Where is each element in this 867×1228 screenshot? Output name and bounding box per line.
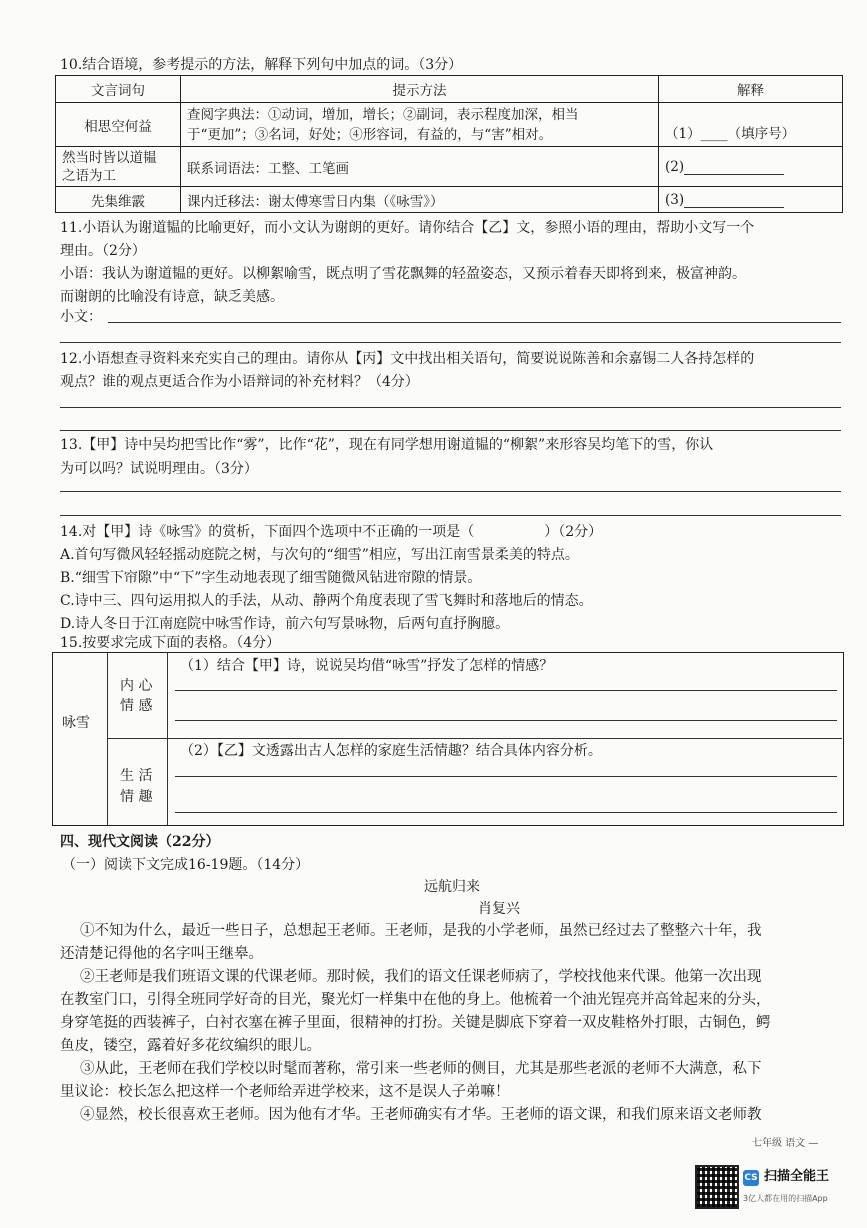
q10-row3-answer-label: (3) — [665, 191, 685, 208]
camscanner-logo-icon — [743, 1170, 759, 1186]
q10-row2-answer-label: (2) — [665, 158, 685, 175]
section4-subtitle: （一）阅读下文完成16-19题。（14分） — [62, 857, 310, 873]
qr-code-icon — [695, 1165, 739, 1209]
paragraph-line: 在教室门口，引得全班同学好奇的目光，聚光灯一样集中在他的身上。他梳着一个油光锃亮并高耸起来的分头， — [60, 992, 771, 1008]
q11-line2: 理由。（2分） — [60, 243, 146, 259]
paragraph-line: ④显然，校长很喜欢王老师。因为他有才华。王老师确实有才华。王老师的语文课，和我们原来语文老师教 — [80, 1107, 762, 1123]
q12-line2: 观点？谁的观点更适合作为小语辩词的补充材料？（4分） — [60, 374, 419, 390]
q10-header-method: 提示方法 — [181, 76, 659, 103]
answer-blank[interactable] — [684, 160, 784, 175]
section4-title: 四、现代文阅读（22分） — [60, 834, 220, 850]
q10-row2-answer[interactable] — [659, 147, 843, 187]
q15-row2-question: （2）【乙】文透露出古人怎样的家庭生活情趣？结合具体内容分析。 — [180, 743, 602, 759]
paragraph-line: 里议论：校长怎么把这样一个老师给弄进学校来，这不是误人子弟嘛！ — [60, 1084, 510, 1100]
q10-row1-method — [181, 103, 659, 147]
q10-header-answer: 解释 — [659, 76, 843, 103]
q13-line1: 13.【甲】诗中吴均把雪比作“雾”，比作“花”，现在有同学想用谢道韫的“柳絮”来形容吴均笔下的雪，你认 — [60, 437, 714, 453]
answer-line[interactable] — [60, 342, 841, 343]
q10-row1-method-line2: 于“更加”；③名词，好处；④形容词，有益的，与“害”相对。 — [187, 126, 553, 143]
q15-row2-label1: 生 活 — [120, 768, 153, 784]
q10-row2-method: 联系词语法：工整、工笔画 — [181, 147, 659, 187]
paragraph-line: ①不知为什么，最近一些日子，总想起王老师。王老师，是我的小学老师，虽然已经过去了整整六十年，我 — [80, 923, 762, 939]
q15-left-label: 咏雪 — [62, 715, 90, 731]
answer-line[interactable] — [108, 322, 841, 323]
paragraph-line: 还清楚记得他的名字叫王继皋。 — [60, 946, 263, 962]
article-author: 肖复兴 — [478, 901, 520, 917]
q15-row2-label2: 情 趣 — [120, 789, 153, 805]
answer-line[interactable] — [60, 491, 841, 492]
article-title: 远航归来 — [424, 879, 480, 895]
answer-line[interactable] — [175, 720, 837, 721]
q14-option-a: A.首句写微风轻轻摇动庭院之树，与次句的“细雪”相应，写出江南雪景柔美的特点。 — [60, 547, 579, 563]
answer-line[interactable] — [60, 430, 841, 431]
page-mark: 七年级 语文 — — [752, 1138, 819, 1149]
paragraph-line: ③从此，王老师在我们学校以时髦而著称，常引来一些老师的侧目，尤其是那些老派的老师不大满意，私下 — [80, 1061, 762, 1077]
q10-row1-method-line1: 查阅字典法：①动词，增加，增长；②副词，表示程度加深，相当 — [187, 106, 579, 123]
q10-row3-phrase: 先集维霰 — [56, 187, 181, 213]
q11-xiaowen-label: 小文： — [60, 309, 102, 325]
paragraph-line: 鱼皮，镂空，露着好多花纹编织的眼儿。 — [60, 1038, 321, 1054]
q14-option-d: D.诗人冬日于江南庭院中咏雪作诗，前六句写景咏物，后两句直抒胸臆。 — [60, 616, 510, 632]
divider — [107, 738, 842, 739]
q14-stem: 14.对【甲】诗《咏雪》的赏析，下面四个选项中不正确的一项是（ ）（2分） — [60, 524, 603, 540]
logo-text: CS — [744, 1173, 758, 1183]
q14-option-b: B.“细雪下帘隙”中“下”字生动地表现了细雪随微风钻进帘隙的情景。 — [60, 570, 482, 586]
paragraph-line: 身穿笔挺的西装裤子，白衬衣塞在裤子里面，很精神的打扮。关键是脚底下穿着一双皮鞋格外打眼，古铜色，鳄 — [60, 1015, 771, 1031]
q15-title: 15.按要求完成下面的表格。（4分） — [60, 635, 281, 651]
q10-title: 10.结合语境，参考提示的方法，解释下列句中加点的词。（3分） — [60, 57, 463, 73]
q15-row1-question: （1）结合【甲】诗，说说吴均借“咏雪”抒发了怎样的情感？ — [180, 658, 554, 674]
q10-row3-method: 课内迁移法：谢太傅寒雪日内集（《咏雪》） — [181, 187, 659, 213]
paragraph-line: ②王老师是我们班语文课的代课老师。那时候，我们的语文任课老师病了，学校找他来代课。他第一次出现 — [80, 969, 762, 985]
answer-line[interactable] — [175, 690, 837, 691]
answer-line[interactable] — [175, 812, 837, 813]
q12-line1: 12.小语想查寻资料来充实自己的理由。请你从【丙】文中找出相关语句，简要说说陈善和余嘉锡二人各持怎样的 — [60, 351, 755, 367]
q15-row1-label1: 内 心 — [120, 678, 153, 694]
q15-row1-label2: 情 感 — [120, 698, 153, 714]
answer-blank[interactable] — [684, 193, 784, 208]
q10-table — [55, 75, 843, 213]
q10-row3-answer[interactable] — [659, 187, 843, 213]
brand-tagline: 3亿人都在用的扫描App — [743, 1194, 828, 1203]
q10-header-phrase: 文言词句 — [56, 76, 181, 103]
brand-name: 扫描全能王 — [764, 1169, 830, 1184]
q11-line3: 小语：我认为谢道韫的更好。以柳絮喻雪，既点明了雪花飘舞的轻盈姿态，又预示着春天即将到来，极富神韵。 — [60, 266, 746, 282]
q15-table — [52, 652, 844, 826]
q10-row1-answer[interactable]: （1）____（填序号） — [659, 103, 843, 147]
q11-line4: 而谢朗的比喻没有诗意，缺乏美感。 — [60, 289, 284, 305]
q13-line2: 为可以吗？试说明理由。（3分） — [60, 461, 258, 477]
q10-row2-phrase-line2: 之语为工 — [62, 167, 116, 184]
q10-row1-phrase: 相思空何益 — [56, 103, 181, 147]
q11-line1: 11.小语认为谢道韫的比喻更好，而小文认为谢朗的更好。请你结合【乙】文，参照小语的理由，帮助小文写一个 — [60, 220, 755, 236]
q10-row2-phrase-line1: 然当时皆以道韫 — [62, 149, 157, 166]
answer-line[interactable] — [175, 776, 837, 777]
answer-line[interactable] — [60, 407, 841, 408]
answer-line[interactable] — [60, 515, 841, 516]
q10-row2-phrase — [56, 147, 181, 187]
q14-option-c: C.诗中三、四句运用拟人的手法，从动、静两个角度表现了雪飞舞时和落地后的情态。 — [60, 593, 593, 609]
